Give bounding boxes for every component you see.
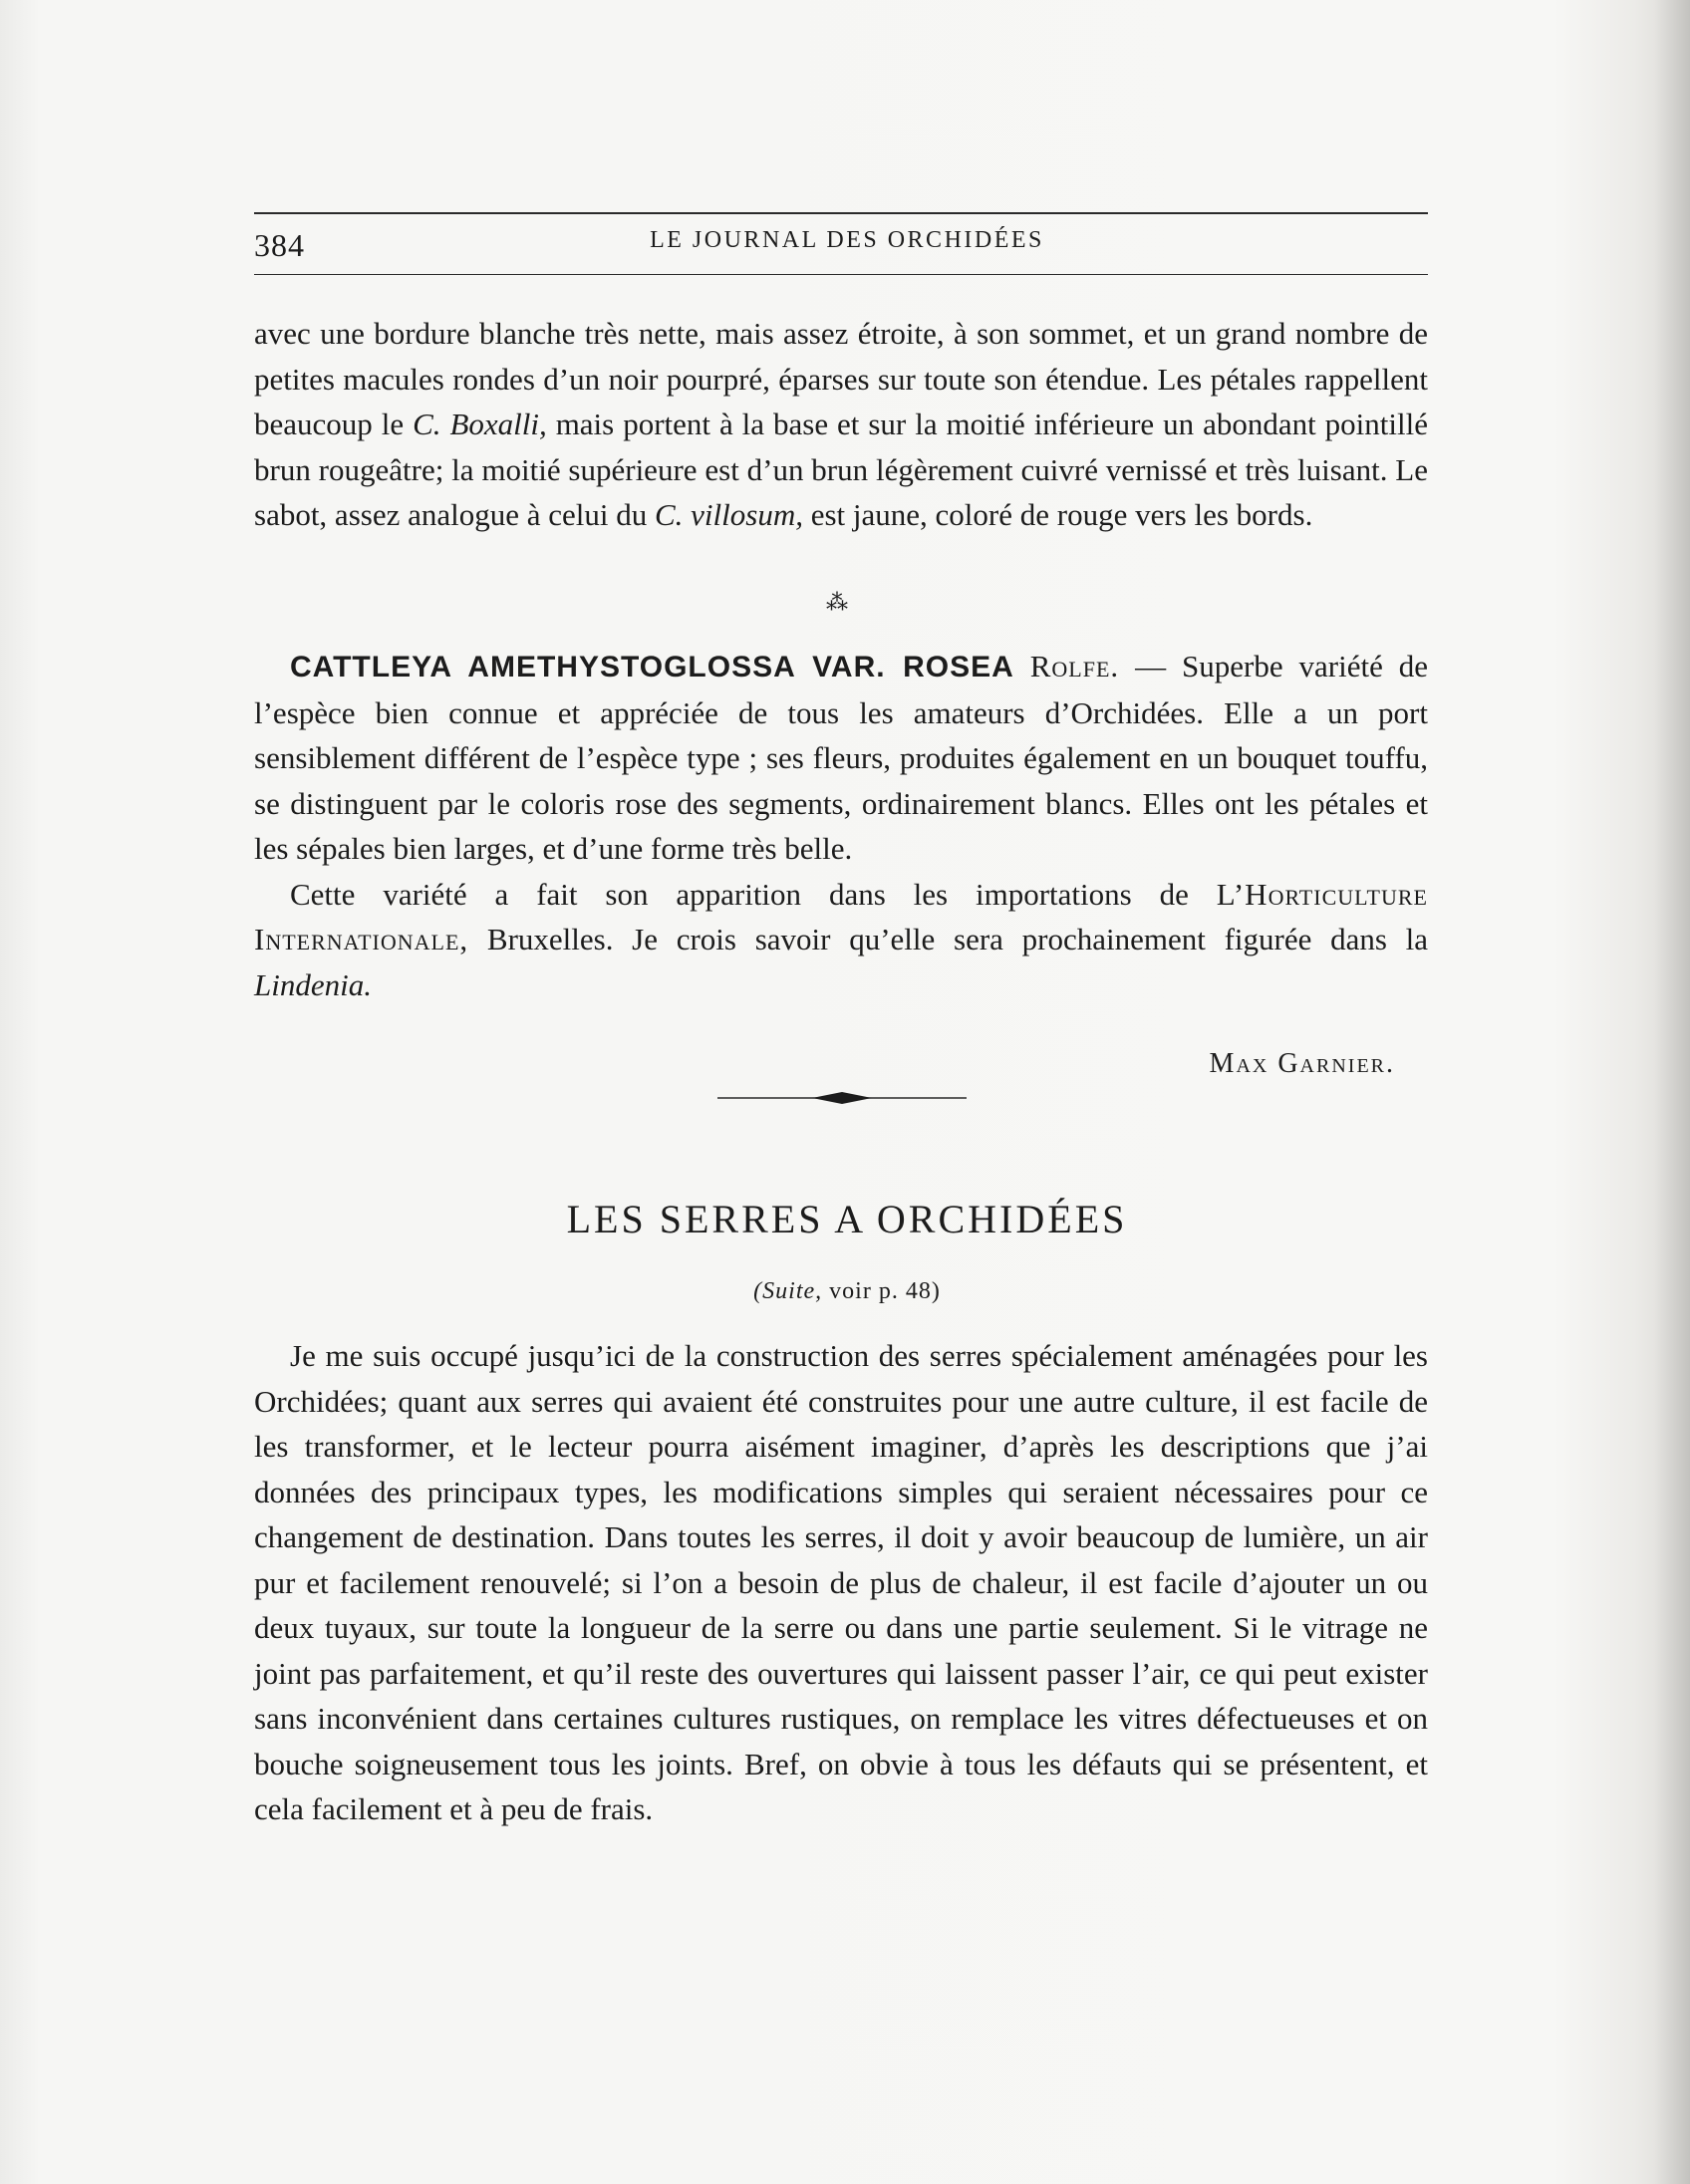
paragraph1-text-a: avec une bordure blanche très nette, mais assez étroite, à son sommet, et un grand nombre de petites macules rondes d’un noir pourpré, éparses sur toute son étendue. Les pétales rappellent beaucoup le bbox=[254, 316, 1428, 441]
section-subtitle-suite: (Suite, bbox=[753, 1278, 823, 1304]
section-subtitle-ref: voir p. 48) bbox=[822, 1278, 941, 1304]
serres-article bbox=[254, 1333, 1428, 1832]
author-signature: Max Garnier. bbox=[1209, 1048, 1395, 1079]
cattleya-author: Rolfe. bbox=[1029, 649, 1120, 683]
paragraph1-text-c: est jaune, coloré de rouge vers les bords. bbox=[802, 497, 1313, 532]
running-title: LE JOURNAL DES ORCHIDÉES bbox=[650, 227, 1044, 253]
paragraph-sabot bbox=[254, 311, 1428, 538]
horticulture-internationale: L’Horticulture Internationale, bbox=[254, 876, 1428, 956]
ornament-divider bbox=[717, 1086, 967, 1110]
asterism-separator: ⁂ bbox=[826, 590, 848, 615]
species-boxalli: C. Boxalli, bbox=[413, 407, 547, 441]
cattleya-article bbox=[254, 644, 1428, 1007]
cattleya-body: — Superbe variété de l’espèce bien connue et appréciée de tous les amateurs d’Orchidées. Elle a un port sensiblement différent de l’espèce type ; ses fleurs, produites également en un bouquet touffu, se distinguent par le coloris rose des segments, ordinairement blancs. Elles ont les pétales et les sépales bien larges, et d’une forme très belle. bbox=[254, 649, 1429, 866]
header-rule-top bbox=[254, 212, 1428, 214]
page-number: 384 bbox=[254, 227, 305, 263]
lindenia-title: Lindenia. bbox=[254, 966, 372, 1002]
serres-body: Je me suis occupé jusqu’ici de la construction des serres spécialement aménagées pour les Orchidées; quant aux serres qui avaient été construites pour une autre culture, il est facile de les transformer, et le lecteur pourra aisément imaginer, d’après les descriptions que j’ai données des principaux types, les modifications simples qui seraient nécessaires pour ce changement de destination. Dans toutes les serres, il doit y avoir beaucoup de lumière, un air pur et facilement renouvelé; si l’on a besoin de plus de chaleur, il est facile d’ajouter un ou deux tuyaux, sur toute la longueur de la serre ou dans une partie seulement. Si le vitrage ne joint pas parfaitement, et qu’il reste des ouvertures qui laissent passer l’air, ce qui peut exister sans inconvénient dans certaines cultures rustiques, on remplace les vitres défectueuses et on bouche soigneusement tous les joints. Bref, on obvie à tous les défauts qui se présentent, et cela facilement et à peu de frais. bbox=[254, 1338, 1428, 1826]
section-subtitle bbox=[698, 1278, 996, 1305]
paragraph1-text-b: mais portent à la base et sur la moitié inférieure un abondant pointillé brun rougeâtre; la moitié supérieure est d’un brun légèrement cuivré vernissé et très luisant. Le sabot, assez analogue à celui du bbox=[254, 407, 1428, 532]
species-villosum: C. villosum, bbox=[655, 497, 803, 532]
cattleya-p2-text-b: Bruxelles. Je crois savoir qu’elle sera prochainement figurée dans la bbox=[468, 922, 1428, 956]
binding-shadow bbox=[1654, 0, 1690, 2184]
header-rule-bottom bbox=[254, 274, 1428, 275]
section-title: LES SERRES A ORCHIDÉES bbox=[566, 1197, 1128, 1241]
cattleya-p2-text-a: Cette variété a fait son apparition dans les importations de bbox=[290, 876, 1217, 912]
cattleya-heading: CATTLEYA AMETHYSTOGLOSSA VAR. ROSEA bbox=[290, 651, 1014, 683]
